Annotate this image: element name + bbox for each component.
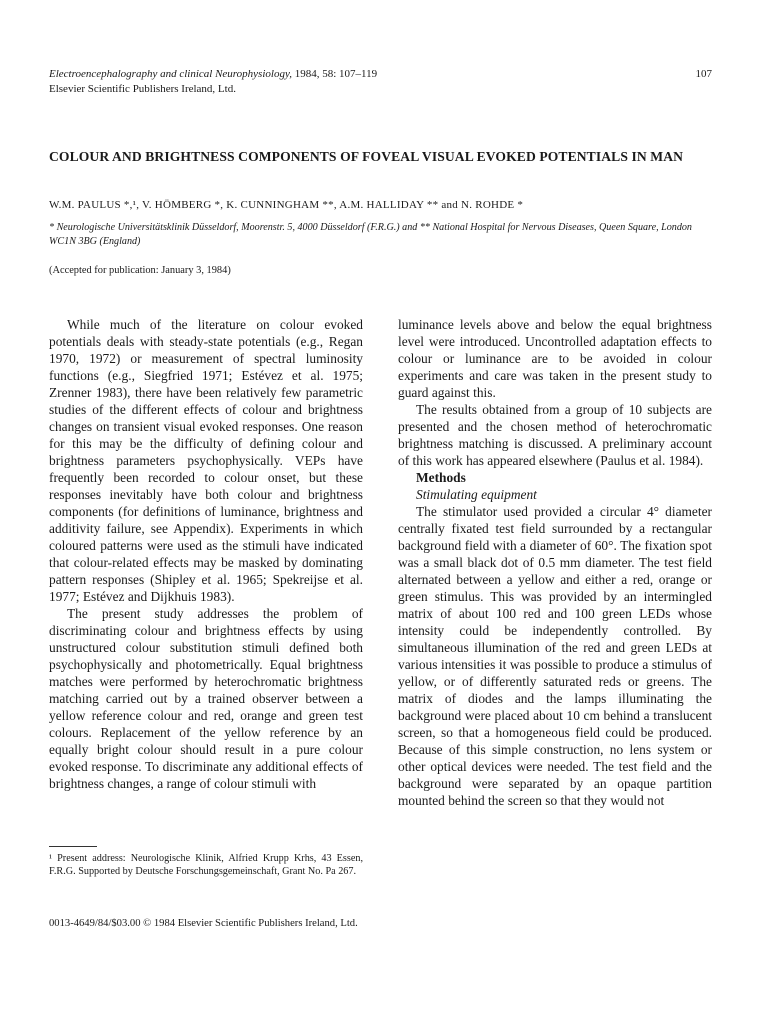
page-number: 107 [695, 68, 712, 80]
right-column [398, 316, 712, 809]
paper-title: COLOUR AND BRIGHTNESS COMPONENTS OF FOVEAL VISUAL EVOKED POTENTIALS IN MAN [49, 149, 684, 164]
journal-name: Electroencephalography and clinical Neurophysiology, [49, 68, 292, 80]
body-paragraph: luminance levels above and below the equal brightness level were introduced. Uncontrolled adaptation effects to colour or luminance are to be avoided in colour experiments and care was taken in the present study to guard against this. [398, 317, 712, 400]
acceptance-date: (Accepted for publication: January 3, 1984) [49, 265, 231, 276]
copyright-line: 0013-4649/84/$03.00 © 1984 Elsevier Scientific Publishers Ireland, Ltd. [49, 918, 358, 929]
footnote: ¹ Present address: Neurologische Klinik, Alfried Krupp Krhs, 43 Essen, F.R.G. Supported by Deutsche Forschungsgemeinschaft, Grant No. Pa 267. [49, 853, 363, 878]
publisher-line: Elsevier Scientific Publishers Ireland, Ltd. [49, 83, 236, 95]
footnote-divider [49, 846, 97, 847]
left-column [49, 316, 363, 792]
body-paragraph: The results obtained from a group of 10 subjects are presented and the chosen method of heterochromatic brightness matching is discussed. A preliminary account of this work has appeared elsewhere (Paulus et al. 1984). [398, 402, 712, 468]
journal-volume-pages: 1984, 58: 107–119 [291, 68, 378, 80]
body-paragraph: The stimulator used provided a circular 4° diameter centrally fixated test field surrounded by a rectangular background field with a diameter of 60°. The fixation spot was a small black dot of 0.5 mm diameter. The test field alternated between a yellow and either a red, orange or green stimulus. This was provided by an intermingled matrix of about 100 red and 100 green LEDs whose intensity could be independently controlled. By simultaneous illumination of the red and green LEDs at various intensities it was possible to produce a stimulus of yellow, or of differently saturated reds or greens. The matrix of diodes and the lamps illuminating the background were placed about 10 cm behind a translucent screen, so that a homogeneous field could be produced. Because of this simple construction, no lens system or other optical devices were needed. The test field and the background were separated by an opaque partition mounted behind the screen so that they would not [398, 504, 712, 808]
subsection-heading: Stimulating equipment [416, 487, 537, 502]
body-paragraph: The present study addresses the problem of discriminating colour and brightness effects by using unstructured colour substitution stimuli defined both psychophysically and photometrically. Equal brightness matches were performed by heterochromatic brightness matching carried out by a trained observer between a yellow reference colour and red, orange and green test colours. Replacement of the yellow reference by an equally bright colour should result in a pure colour evoked response. To discriminate any additional effects of brightness changes, a range of colour stimuli with [49, 606, 363, 791]
section-heading-methods: Methods [416, 470, 466, 485]
body-paragraph: While much of the literature on colour evoked potentials deals with steady-state potentials (e.g., Regan 1970, 1972) or measurement of spectral luminosity functions (e.g., Siegfried 1971; Estévez et al. 1975; Zrenner 1983), there have been relatively few parametric studies of the different effects of colour and brightness changes on transient visual evoked responses. One reason for this may be the difficulty of defining colour and brightness parameters psychophysically. VEPs have frequently been recorded to colour onset, but these responses inevitably have both colour and brightness components (for definitions of luminance, brightness and additivity failure, see Appendix). Experiments in which coloured patterns were used as the stimuli have indicated that colour-related effects may be masked by dominating pattern responses (Shipley et al. 1965; Spekreijse et al. 1977; Estévez and Dijkhuis 1983). [49, 317, 363, 604]
author-list: W.M. PAULUS *,¹, V. HÖMBERG *, K. CUNNINGHAM **, A.M. HALLIDAY ** and N. ROHDE * [49, 199, 524, 211]
journal-citation [49, 67, 649, 82]
author-affiliations: * Neurologische Universitätsklinik Düsseldorf, Moorenstr. 5, 4000 Düsseldorf (F.R.G.) and ** National Hospital for Nervous Diseases, Queen Square, London WC1N 3BG (England) [49, 222, 692, 247]
journal-header [49, 67, 649, 97]
